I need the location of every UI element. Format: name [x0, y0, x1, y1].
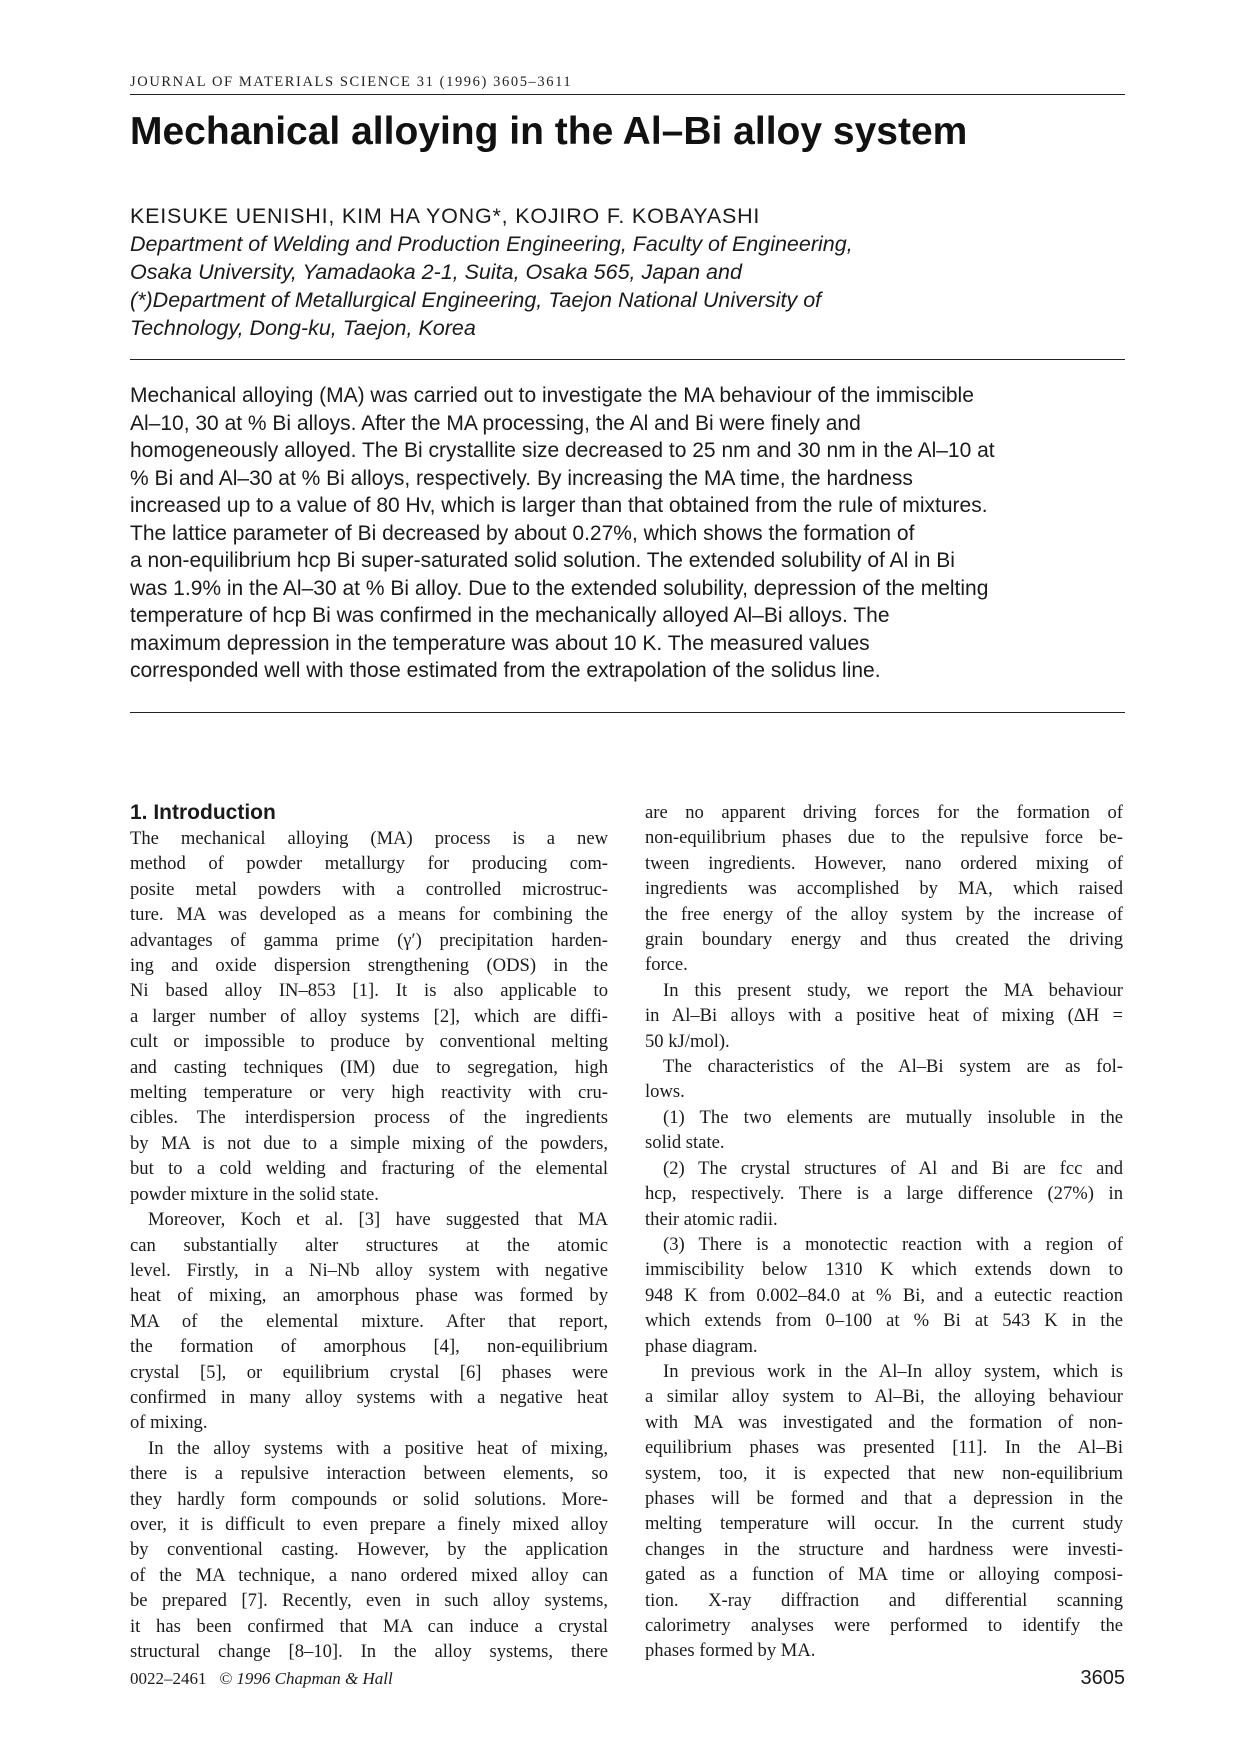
- text-line: cult or impossible to produce by conventional melting: [130, 1031, 608, 1053]
- text-line: Ni based alloy IN–853 [1]. It is also applicable to: [130, 980, 608, 1002]
- text-line: (1) The two elements are mutually insoluble in the: [663, 1106, 1123, 1128]
- text-line: a larger number of alloy systems [2], which are diffi-: [130, 1005, 608, 1027]
- text-line: (2) The crystal structures of Al and Bi are fcc and: [663, 1157, 1123, 1179]
- text-line: tween ingredients. However, nano ordered mixing of: [645, 852, 1123, 874]
- issn: 0022–2461: [130, 1669, 207, 1688]
- text-line: are no apparent driving forces for the formation of: [645, 802, 1123, 823]
- text-line: Moreover, Koch et al. [3] have suggested that MA: [148, 1209, 608, 1231]
- text-line: powder mixture in the solid state.: [130, 1183, 379, 1205]
- copyright: © 1996 Chapman & Hall: [219, 1669, 393, 1688]
- text-line: phases formed by MA.: [645, 1640, 816, 1662]
- text-line: calorimetry analyses were performed to identify the: [645, 1615, 1123, 1636]
- text-line: gated as a function of MA time or alloying composi-: [645, 1564, 1123, 1586]
- affiliation-line: (*)Department of Metallurgical Engineering, Taejon National University of: [130, 288, 822, 312]
- footer-left: [130, 1669, 393, 1689]
- text-line: a similar alloy system to Al–Bi, the alloying behaviour: [645, 1386, 1123, 1408]
- text-line: confirmed in many alloy systems with a negative heat: [130, 1386, 608, 1408]
- text-line: force.: [645, 954, 688, 976]
- abstract-line: Al–10, 30 at % Bi alloys. After the MA processing, the Al and Bi were finely and: [130, 411, 861, 435]
- text-line: The characteristics of the Al–Bi system are as fol-: [663, 1056, 1123, 1078]
- text-line: of mixing.: [130, 1412, 208, 1434]
- text-line: there is a repulsive interaction between elements, so: [130, 1463, 608, 1485]
- text-line: level. Firstly, in a Ni–Nb alloy system with negative: [130, 1259, 608, 1281]
- text-line: In previous work in the Al–In alloy system, which is: [663, 1360, 1123, 1382]
- text-line: melting temperature will occur. In the current study: [645, 1513, 1123, 1535]
- text-line: hcp, respectively. There is a large difference (27%) in: [645, 1183, 1123, 1205]
- text-line: over, it is difficult to even prepare a finely mixed alloy: [130, 1513, 608, 1535]
- text-line: In the alloy systems with a positive heat of mixing,: [148, 1437, 608, 1459]
- text-line: by MA is not due to a simple mixing of the powders,: [130, 1132, 608, 1154]
- text-line: they hardly form compounds or solid solutions. More-: [130, 1488, 608, 1510]
- affiliation-line: Osaka University, Yamadaoka 2-1, Suita, Osaka 565, Japan and: [130, 260, 742, 284]
- text-line: the formation of amorphous [4], non-equilibrium: [130, 1336, 608, 1358]
- text-line: non-equilibrium phases due to the repulsive force be-: [645, 827, 1123, 849]
- text-line: grain boundary energy and thus created the driving: [645, 929, 1123, 951]
- text-line: heat of mixing, an amorphous phase was formed by: [130, 1285, 608, 1307]
- text-line: can substantially alter structures at the atomic: [130, 1234, 608, 1256]
- text-line: ingredients was accomplished by MA, which raised: [645, 878, 1123, 900]
- abstract-line: corresponded well with those estimated from the extrapolation of the solidus line.: [130, 659, 881, 682]
- text-line: it has been confirmed that MA can induce a crystal: [130, 1615, 608, 1637]
- text-line: solid state.: [645, 1132, 725, 1154]
- text-line: of the MA technique, a nano ordered mixed alloy can: [130, 1564, 608, 1586]
- text-line: phases will be formed and that a depression in the: [645, 1487, 1123, 1509]
- abstract: [130, 382, 1125, 685]
- text-line: immiscibility below 1310 K which extends down to: [645, 1259, 1123, 1281]
- abstract-line: increased up to a value of 80 Hv, which is larger than that obtained from the rule of mixtures.: [130, 494, 988, 517]
- text-line: with MA was investigated and the formation of non-: [645, 1411, 1123, 1433]
- abstract-top-rule: [130, 359, 1125, 360]
- abstract-line: temperature of hcp Bi was confirmed in the mechanically alloyed Al–Bi alloys. The: [130, 604, 890, 627]
- text-line: by conventional casting. However, by the application: [130, 1539, 608, 1561]
- text-line: The mechanical alloying (MA) process is a new: [130, 828, 608, 849]
- text-line: be prepared [7]. Recently, even in such alloy systems,: [130, 1590, 608, 1612]
- text-line: and casting techniques (IM) due to segregation, high: [130, 1056, 608, 1078]
- text-line: posite metal powders with a controlled microstruc-: [130, 878, 608, 900]
- abstract-line: homogeneously alloyed. The Bi crystallite size decreased to 25 nm and 30 nm in the Al–10 at: [130, 439, 995, 462]
- text-line: crystal [5], or equilibrium crystal [6] phases were: [130, 1361, 608, 1383]
- text-line: changes in the structure and hardness were investi-: [645, 1538, 1123, 1560]
- text-line: melting temperature or very high reactivity with cru-: [130, 1082, 608, 1104]
- text-line: but to a cold welding and fracturing of the elemental: [130, 1158, 608, 1180]
- right-column: [645, 800, 1123, 1664]
- text-line: in Al–Bi alloys with a positive heat of mixing (ΔH =: [645, 1005, 1123, 1027]
- abstract-line: Mechanical alloying (MA) was carried out to investigate the MA behaviour of the immiscible: [130, 384, 974, 407]
- abstract-line: maximum depression in the temperature was about 10 K. The measured values: [130, 631, 870, 655]
- abstract-line: a non-equilibrium hcp Bi super-saturated solid solution. The extended solubility of Al in Bi: [130, 549, 955, 572]
- text-line: equilibrium phases was presented [11]. In the Al–Bi: [645, 1437, 1123, 1459]
- text-line: tion. X-ray diffraction and differential scanning: [645, 1589, 1123, 1611]
- text-line: their atomic radii.: [645, 1208, 778, 1230]
- abstract-bottom-rule: [130, 712, 1125, 713]
- text-line: advantages of gamma prime (γ′) precipitation harden-: [130, 929, 608, 951]
- left-column: [130, 800, 608, 1664]
- text-line: cibles. The interdispersion process of the ingredients: [130, 1107, 608, 1129]
- text-line: the free energy of the alloy system by the increase of: [645, 903, 1123, 925]
- author-list: KEISUKE UENISHI, KIM HA YONG*, KOJIRO F. KOBAYASHI: [130, 204, 761, 228]
- text-line: 50 kJ/mol).: [645, 1030, 730, 1052]
- text-line: lows.: [645, 1081, 685, 1103]
- text-line: system, too, it is expected that new non-equilibrium: [645, 1462, 1123, 1484]
- text-line: MA of the elemental mixture. After that report,: [130, 1310, 608, 1332]
- text-line: structural change [8–10]. In the alloy systems, there: [130, 1641, 608, 1662]
- affiliation-line: Technology, Dong-ku, Taejon, Korea: [130, 316, 476, 340]
- text-line: method of powder metallurgy for producing com-: [130, 853, 608, 875]
- text-line: 948 K from 0.002–84.0 at % Bi, and a eutectic reaction: [645, 1284, 1123, 1306]
- text-line: phase diagram.: [645, 1335, 758, 1357]
- text-line: ing and oxide dispersion strengthening (ODS) in the: [130, 955, 608, 977]
- text-line: In this present study, we report the MA behaviour: [663, 979, 1123, 1001]
- header-rule: [130, 94, 1125, 95]
- journal-header: JOURNAL OF MATERIALS SCIENCE 31 (1996) 3605–3611: [130, 74, 573, 90]
- text-line: (3) There is a monotectic reaction with a region of: [663, 1233, 1123, 1255]
- page-number: 3605: [1080, 1667, 1125, 1689]
- affiliation-line: Department of Welding and Production Engineering, Faculty of Engineering,: [130, 232, 853, 256]
- text-line: which extends from 0–100 at % Bi at 543 K in the: [645, 1310, 1123, 1332]
- abstract-line: was 1.9% in the Al–30 at % Bi alloy. Due to the extended solubility, depression of the melting: [130, 576, 989, 600]
- text-line: ture. MA was developed as a means for combining the: [130, 904, 608, 926]
- paper-title: Mechanical alloying in the Al–Bi alloy system: [130, 110, 968, 153]
- affiliation-block: [130, 230, 1125, 342]
- abstract-line: The lattice parameter of Bi decreased by about 0.27%, which shows the formation of: [130, 521, 915, 545]
- section-heading: 1. Introduction: [130, 801, 276, 824]
- abstract-line: % Bi and Al–30 at % Bi alloys, respectively. By increasing the MA time, the hardness: [130, 466, 913, 490]
